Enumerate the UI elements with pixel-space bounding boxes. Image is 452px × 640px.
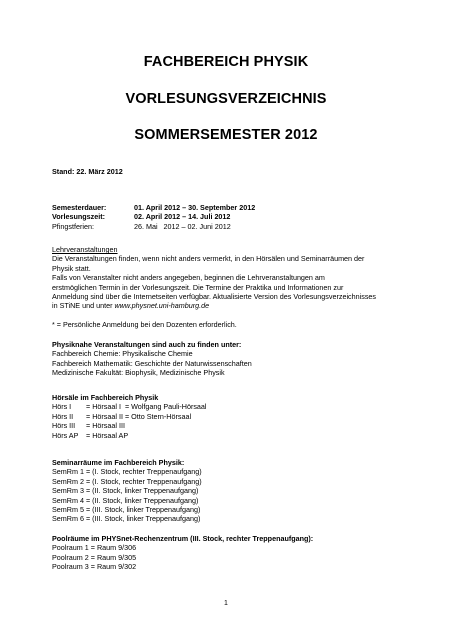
paragraph-text: in STiNE und unter (52, 301, 115, 311)
seminar-section (52, 458, 412, 524)
hoersaal-row (52, 402, 412, 411)
paragraph-line (52, 301, 427, 310)
title-semester: SOMMERSEMESTER 2012 (134, 127, 318, 143)
hoersaal-row (52, 421, 412, 430)
list-item: Poolraum 1 = Raum 9/306 (52, 543, 137, 553)
date-value: 26. Mai 2012 – 02. Juni 2012 (134, 221, 231, 231)
paragraph-line: Die Veranstaltungen finden, wenn nicht anders vermerkt, in den Hörsälen und Seminarräumen der (52, 254, 365, 264)
paragraph-line: Physik statt. (52, 263, 91, 273)
title-vorlesungsverzeichnis: VORLESUNGSVERZEICHNIS (125, 91, 327, 107)
hoersaele-section (52, 393, 412, 440)
hoersaal-code: Hörs I (52, 402, 72, 412)
paragraph-line: Anmeldung sind über die Internetseiten verfügbar. Aktualisierte Version des Vorlesungsverzeichnisses (52, 292, 377, 302)
list-item: SemRm 1 = (I. Stock, rechter Treppenaufgang) (52, 467, 202, 477)
title-fachbereich: FACHBEREICH PHYSIK (143, 54, 309, 70)
list-item: Poolraum 3 = Raum 9/302 (52, 562, 137, 572)
list-item: SemRm 3 = (II. Stock, linker Treppenaufgang) (52, 486, 199, 496)
seminar-heading: Seminarräume im Fachbereich Physik: (52, 458, 185, 467)
list-item: SemRm 2 = (I. Stock, rechter Treppenaufgang) (52, 476, 202, 486)
physiknahe-heading: Physiknahe Veranstaltungen sind auch zu finden unter: (52, 340, 242, 349)
physiknahe-section (52, 340, 412, 378)
lehrveranstaltungen-section (52, 245, 427, 329)
list-item: SemRm 5 = (III. Stock, linker Treppenaufgang) (52, 505, 201, 515)
hoersaal-desc: = Hörsaal AP (86, 430, 129, 440)
list-item: Poolraum 2 = Raum 9/305 (52, 552, 137, 562)
dates-block (52, 203, 412, 231)
hoersaal-row (52, 431, 412, 440)
hoersaal-row (52, 412, 412, 421)
date-row-pfingstferien (52, 222, 412, 231)
lehrveranstaltungen-heading: Lehrveranstaltungen (52, 245, 118, 254)
physnet-link[interactable]: www.physnet.uni-hamburg.de (114, 301, 210, 311)
list-item: Fachbereich Mathematik: Geschichte der Naturwissenschaften (52, 358, 252, 368)
hoersaal-code: Hörs AP (52, 430, 79, 440)
hoersaele-heading: Hörsäle im Fachbereich Physik (52, 393, 159, 402)
date-value: 01. April 2012 – 30. September 2012 (134, 203, 256, 212)
date-label: Semesterdauer: (52, 203, 107, 212)
date-label: Pfingstferien: (52, 221, 94, 231)
date-row-vorlesungszeit (52, 212, 412, 221)
list-item: SemRm 4 = (II. Stock, linker Treppenaufgang) (52, 495, 199, 505)
hoersaal-desc: = Hörsaal III (86, 421, 125, 431)
pool-section (52, 534, 432, 572)
paragraph-line: Falls von Veranstalter nicht anders angegeben, beginnen die Lehrveranstaltungen am (52, 273, 325, 283)
list-item: SemRm 6 = (III. Stock, linker Treppenaufgang) (52, 514, 201, 524)
hoersaal-desc: = Hörsaal II = Otto Stern-Hörsaal (86, 411, 192, 421)
date-row-semesterdauer (52, 203, 412, 212)
hoersaal-desc: = Hörsaal I = Wolfgang Pauli-Hörsaal (86, 402, 207, 412)
date-label: Vorlesungszeit: (52, 212, 105, 222)
list-item: Medizinische Fakultät: Biophysik, Medizinische Physik (52, 368, 225, 378)
list-item: Fachbereich Chemie: Physikalische Chemie (52, 349, 193, 359)
pool-heading: Poolräume im PHYSnet-Rechenzentrum (III. Stock, rechter Treppenaufgang): (52, 534, 314, 543)
paragraph-line: erstmöglichen Termin in der Vorlesungszeit. Die Termine der Praktika und Informationen zur (52, 282, 344, 292)
date-value: 02. April 2012 – 14. Juli 2012 (134, 212, 231, 222)
hoersaal-code: Hörs III (52, 421, 76, 431)
stand-date: Stand: 22. März 2012 (52, 167, 123, 176)
hoersaal-code: Hörs II (52, 411, 74, 421)
page-number: 1 (224, 600, 228, 607)
anmeldung-note: * = Persönliche Anmeldung bei den Dozenten erforderlich. (52, 319, 237, 329)
